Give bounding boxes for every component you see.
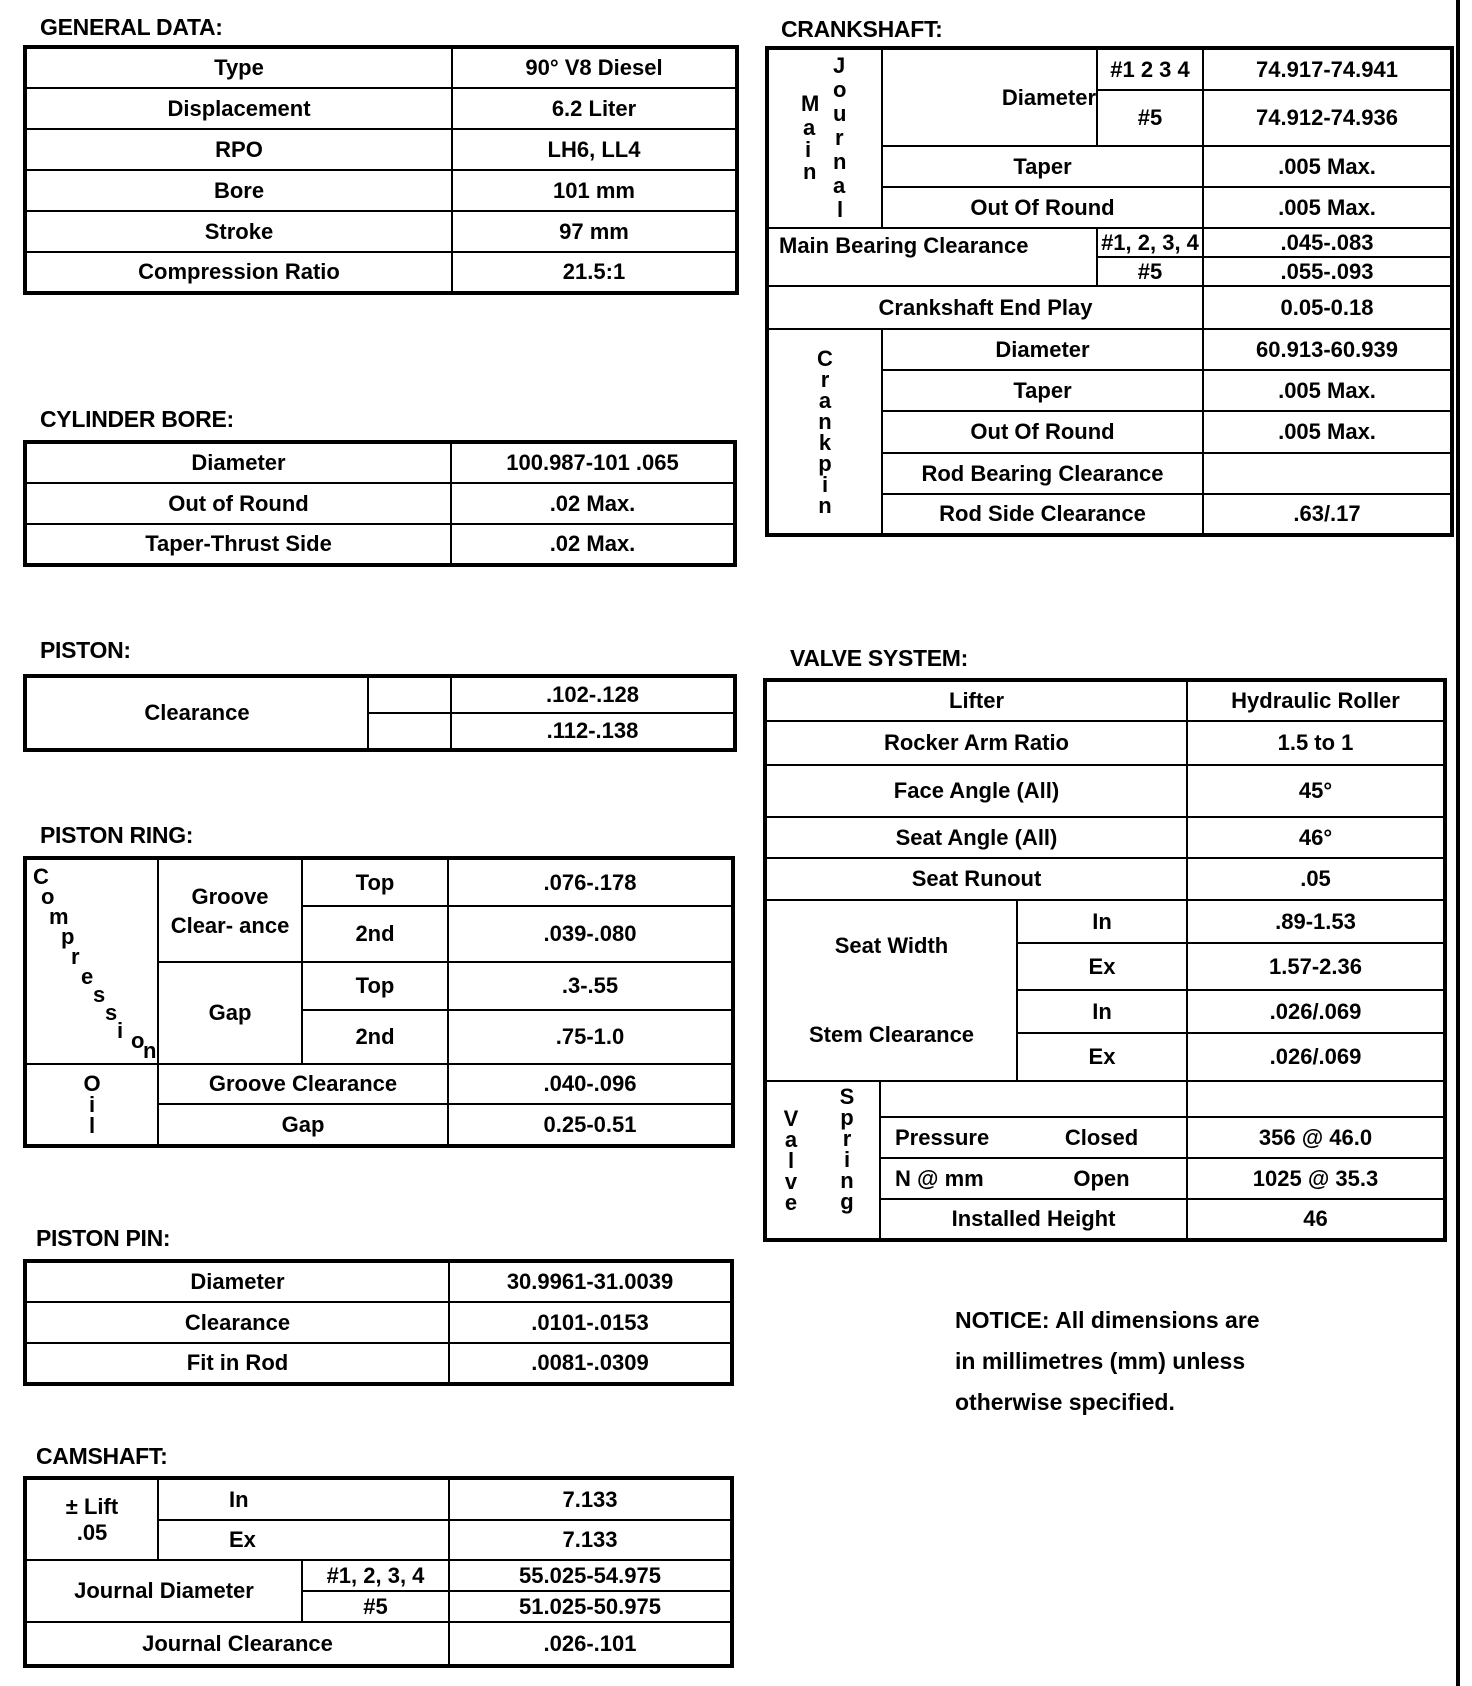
table-row [25,524,735,565]
rod-side-clearance-label: Rod Side Clearance [882,494,1203,535]
main-out-of-round-value: .005 Max. [1203,187,1452,228]
table-row [25,170,737,211]
installed-height-value: 46 [1187,1199,1445,1240]
piston-pin-table [23,1259,734,1386]
compression-vertical-label: C o m p r e s s i o n [25,858,158,1064]
cam-ex-label: Ex [158,1520,449,1560]
piston-blank-cell [368,676,451,713]
stem-in-value: .026/.069 [1187,990,1445,1033]
cam-in-label: In [158,1478,449,1520]
type-label: Type [25,47,452,88]
oil-gap-value: 0.25-0.51 [448,1104,733,1146]
main-diameter-1234-value: 74.917-74.941 [1203,48,1452,90]
main-taper-label: Taper [882,146,1203,187]
rocker-arm-ratio-label: Rocker Arm Ratio [765,721,1187,765]
open-value: 1025 @ 35.3 [1187,1158,1445,1199]
piston-pin-heading: PISTON PIN: [36,1225,171,1251]
piston-clearance-value-2: .112-.138 [451,713,735,750]
displacement-label: Displacement [25,88,452,129]
stem-ex-label: Ex [1017,1033,1187,1081]
notice-line: in millimetres (mm) unless [955,1348,1246,1374]
stem-in-label: In [1017,990,1187,1033]
gap-top-value: .3-.55 [448,962,733,1010]
piston-clearance-value-1: .102-.128 [451,676,735,713]
main-1234-label: #1 2 3 4 [1097,48,1203,90]
stroke-value: 97 mm [452,211,737,252]
seat-runout-label: Seat Runout [765,858,1187,900]
closed-label: Closed [1017,1117,1187,1158]
table-row [765,721,1445,765]
main-5-label: #5 [1097,90,1203,146]
main-taper-value: .005 Max. [1203,146,1452,187]
cam-ex-value: 7.133 [449,1520,732,1560]
table-row [25,129,737,170]
cylinder-bore-table [23,440,737,567]
main-bearing-clearance-label: Main Bearing Clearance [767,228,1097,286]
cam-lift-label: ± Lift .05 [25,1478,158,1560]
cylinder-bore-heading: CYLINDER BORE: [40,406,234,432]
notice-block [955,1300,1260,1423]
stem-clearance-label: Stem Clearance [765,990,1017,1081]
table-row [25,676,735,713]
camshaft-heading: CAMSHAFT: [36,1443,168,1469]
page-edge-rule [1456,0,1460,1686]
seat-angle-label: Seat Angle (All) [765,817,1187,858]
pin-clearance-value: .0101-.0153 [449,1302,732,1343]
seat-angle-value: 46° [1187,817,1445,858]
table-row [765,900,1445,943]
oil-groove-clearance-label: Groove Clearance [158,1064,448,1104]
main-bearing-1234-label: #1, 2, 3, 4 [1097,228,1203,257]
general-data-heading: GENERAL DATA: [40,14,223,40]
spring-blank-value [1187,1081,1445,1117]
rpo-value: LH6, LL4 [452,129,737,170]
table-row [765,858,1445,900]
table-row [25,252,737,293]
main-journal-vertical-label: M a i n J o u r n a l [767,48,882,228]
notice-line: otherwise specified. [955,1389,1175,1415]
gap-label: Gap [158,962,302,1064]
crankpin-out-of-round-value: .005 Max. [1203,411,1452,453]
table-row [25,1064,733,1104]
rod-bearing-clearance-label: Rod Bearing Clearance [882,453,1203,494]
table-row [25,483,735,524]
oil-gap-label: Gap [158,1104,448,1146]
pin-fit-label: Fit in Rod [25,1343,449,1384]
main-bearing-5-label: #5 [1097,257,1203,286]
face-angle-label: Face Angle (All) [765,765,1187,817]
bore-taper-label: Taper-Thrust Side [25,524,451,565]
rocker-arm-ratio-value: 1.5 to 1 [1187,721,1445,765]
open-label: Open [1017,1158,1187,1199]
main-diameter-5-value: 74.912-74.936 [1203,90,1452,146]
main-out-of-round-label: Out Of Round [882,187,1203,228]
valve-system-table [763,678,1447,1242]
pin-fit-value: .0081-.0309 [449,1343,732,1384]
rpo-label: RPO [25,129,452,170]
bore-out-of-round-label: Out of Round [25,483,451,524]
table-row [25,1343,732,1384]
spring-vertical-label: S p r i n g [815,1081,880,1240]
valve-system-heading: VALVE SYSTEM: [790,645,968,671]
camshaft-table [23,1476,734,1668]
compression-ratio-label: Compression Ratio [25,252,452,293]
table-row [25,1302,732,1343]
type-value: 90° V8 Diesel [452,47,737,88]
pin-diameter-value: 30.9961-31.0039 [449,1261,732,1302]
piston-heading: PISTON: [40,637,131,663]
seat-width-in-value: .89-1.53 [1187,900,1445,943]
crankpin-taper-label: Taper [882,370,1203,411]
n-at-mm-label: N @ mm [880,1158,1017,1199]
table-row [25,1622,732,1666]
cam-journal-1234-value: 55.025-54.975 [449,1560,732,1591]
lifter-label: Lifter [765,680,1187,721]
cam-journal-5-value: 51.025-50.975 [449,1591,732,1622]
groove-top-label: Top [302,858,448,906]
crankpin-vertical-label: C r a n k p i n [767,329,882,535]
gap-2nd-label: 2nd [302,1010,448,1064]
table-row [25,1478,732,1520]
bore-value: 101 mm [452,170,737,211]
cam-journal-diameter-label: Journal Diameter [25,1560,302,1622]
table-row [767,228,1452,257]
spring-blank-cell [880,1081,1187,1117]
cam-journal-clearance-value: .026-.101 [449,1622,732,1666]
cam-journal-5-label: #5 [302,1591,449,1622]
main-diameter-label: Diameter [882,48,1097,146]
piston-table [23,674,737,752]
general-data-table [23,45,739,295]
displacement-value: 6.2 Liter [452,88,737,129]
seat-width-label: Seat Width [765,900,1017,990]
rod-side-clearance-value: .63/.17 [1203,494,1452,535]
piston-ring-heading: PISTON RING: [40,822,194,848]
oil-groove-clearance-value: .040-.096 [448,1064,733,1104]
cam-journal-1234-label: #1, 2, 3, 4 [302,1560,449,1591]
crankshaft-heading: CRANKSHAFT: [781,16,943,42]
stem-ex-value: .026/.069 [1187,1033,1445,1081]
piston-ring-table [23,856,735,1148]
groove-top-value: .076-.178 [448,858,733,906]
pin-clearance-label: Clearance [25,1302,449,1343]
cam-in-value: 7.133 [449,1478,732,1520]
crankpin-taper-value: .005 Max. [1203,370,1452,411]
table-row [25,47,737,88]
table-row [767,329,1452,370]
table-row [25,858,733,906]
seat-width-ex-value: 1.57-2.36 [1187,943,1445,990]
bore-taper-value: .02 Max. [451,524,735,565]
groove-clearance-label: Groove Clear- ance [158,858,302,962]
gap-2nd-value: .75-1.0 [448,1010,733,1064]
closed-value: 356 @ 46.0 [1187,1117,1445,1158]
table-row [765,1081,1445,1117]
groove-2nd-label: 2nd [302,906,448,962]
seat-width-in-label: In [1017,900,1187,943]
table-row [765,680,1445,721]
crankpin-out-of-round-label: Out Of Round [882,411,1203,453]
pin-diameter-label: Diameter [25,1261,449,1302]
table-row [765,765,1445,817]
installed-height-label: Installed Height [880,1199,1187,1240]
table-row [25,1560,732,1591]
table-row [767,286,1452,329]
compression-ratio-value: 21.5:1 [452,252,737,293]
piston-clearance-label: Clearance [25,676,368,750]
oil-vertical-label: O i l [25,1064,158,1146]
lifter-value: Hydraulic Roller [1187,680,1445,721]
piston-blank-cell [368,713,451,750]
main-bearing-5-value: .055-.093 [1203,257,1452,286]
table-row [25,442,735,483]
seat-runout-value: .05 [1187,858,1445,900]
table-row [25,211,737,252]
bore-label: Bore [25,170,452,211]
groove-2nd-value: .039-.080 [448,906,733,962]
pressure-label: Pressure [880,1117,1017,1158]
bore-out-of-round-value: .02 Max. [451,483,735,524]
crankshaft-table [765,46,1454,537]
crankpin-diameter-label: Diameter [882,329,1203,370]
notice-line: NOTICE: All dimensions are [955,1307,1260,1333]
crankpin-diameter-value: 60.913-60.939 [1203,329,1452,370]
table-row [765,817,1445,858]
bore-diameter-value: 100.987-101 .065 [451,442,735,483]
gap-top-label: Top [302,962,448,1010]
table-row [25,1261,732,1302]
valve-vertical-label: V a l v e [765,1081,815,1240]
end-play-label: Crankshaft End Play [767,286,1203,329]
end-play-value: 0.05-0.18 [1203,286,1452,329]
face-angle-value: 45° [1187,765,1445,817]
seat-width-ex-label: Ex [1017,943,1187,990]
table-row [767,48,1452,90]
table-row [765,990,1445,1033]
stroke-label: Stroke [25,211,452,252]
cam-journal-clearance-label: Journal Clearance [25,1622,449,1666]
bore-diameter-label: Diameter [25,442,451,483]
table-row [25,88,737,129]
rod-bearing-clearance-value [1203,453,1452,494]
main-bearing-1234-value: .045-.083 [1203,228,1452,257]
